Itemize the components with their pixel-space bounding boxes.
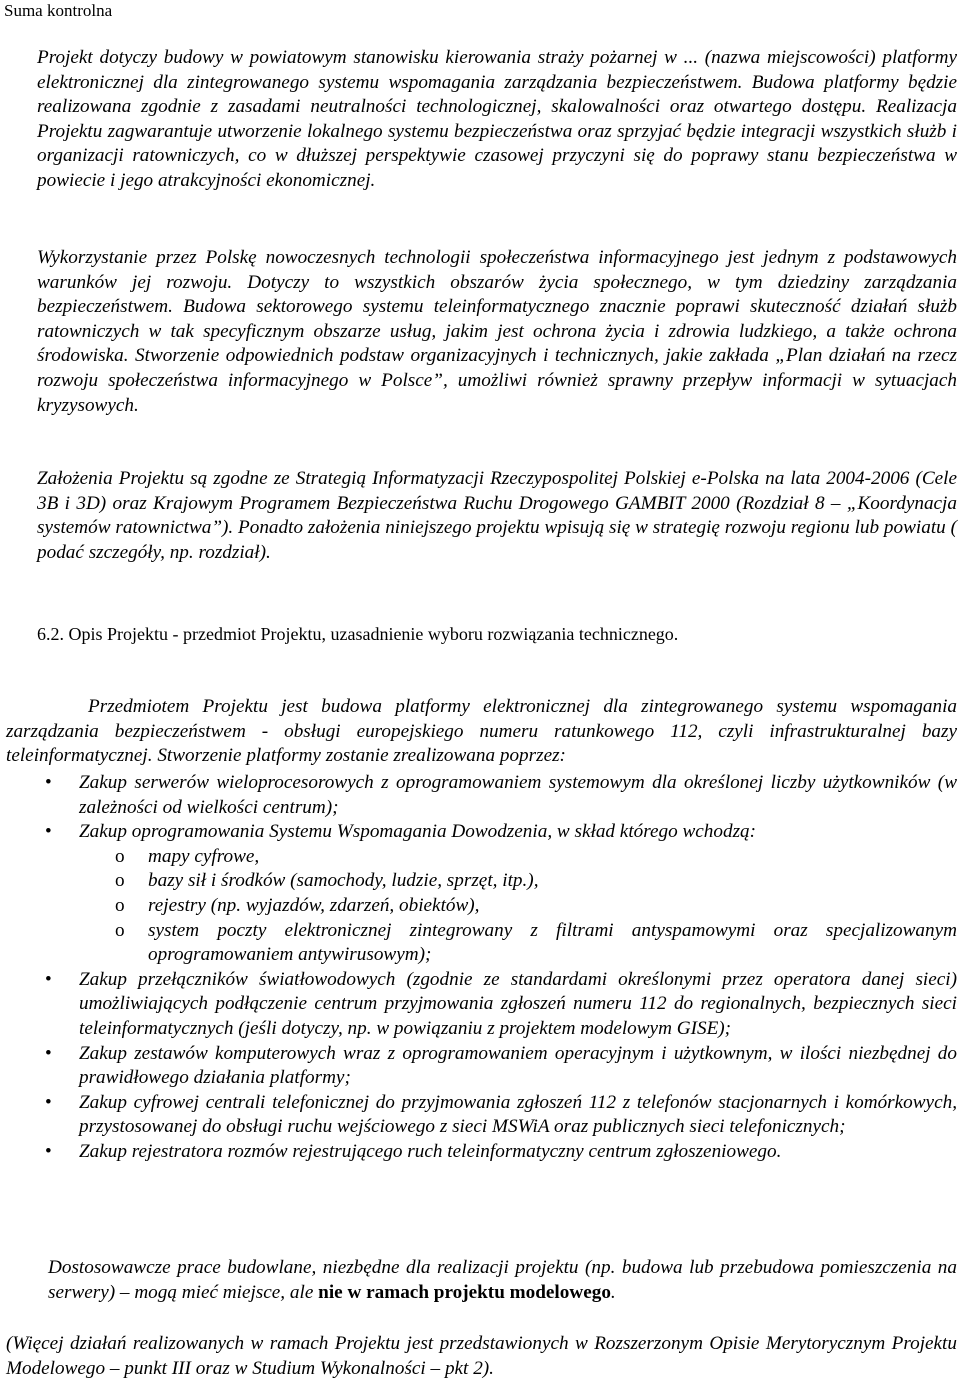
construction-works-end: . [610, 1281, 616, 1303]
list-item-text: Zakup serwerów wieloprocesorowych z oprogramowaniem systemowym dla określonej liczby użytkowników (w zależności od wielkości centrum); [79, 772, 957, 818]
list-item-text: Zakup cyfrowej centrali telefonicznej do przyjmowania zgłoszeń 112 z telefonów stacjonarnych i komórkowych, przystosowanej do obsługi ruchu wejściowego z sieci MSWiA oraz publicznych sieci telefonicznych; [79, 1091, 957, 1138]
list-item [0, 771, 957, 820]
list-item [0, 820, 957, 968]
paragraph-strategy-compliance: Założenia Projektu są zgodne ze Strategią Informatyzacji Rzeczypospolitej Polskiej e-Polska na lata 2004-2006 (Cele 3B i 3D) oraz Krajowym Programem Bezpieczeństwa Ruchu Drogowego GAMBIT 2000 (Rozdział 8 – „Koordynacja systemów ratownictwa”). Ponadto założenia niniejszego projektu wpisują się w strategię rozwoju regionu lub powiatu ( podać szczegóły, np. rozdział). [37, 468, 957, 563]
paragraph-project-summary: Projekt dotyczy budowy w powiatowym stanowisku kierowania straży pożarnej w ... (nazwa miejscowości) platformy elektronicznej dla zintegrowanego systemu wspomagania zarządzania bezpieczeństwem. Budowa platformy będzie realizowana zgodnie z zasadami neutralności technologicznej, skalowalności oraz otwartego dostępu. Realizacja Projektu zagwarantuje utworzenie lokalnego systemu bezpieczeństwa oraz sprzyjać będzie integracji wszystkich służb i organizacji ratowniczych, co w dłuższej perspektywie czasowej przyczyni się do poprawy stanu bezpieczeństwa w powiecie i jego atrakcyjności ekonomicznej. [37, 47, 957, 191]
list-item [0, 1091, 957, 1140]
sub-list-item-text: system poczty elektronicznej zintegrowany z filtrami antyspamowymi oraz specjalizowanym oprogramowaniem antywirusowym); [148, 919, 957, 966]
paragraph-construction-works [48, 1256, 957, 1305]
paragraph-technology-context: Wykorzystanie przez Polskę nowoczesnych technologii społeczeństwa informacyjnego jest jednym z podstawowych warunków jej rozwoju. Dotyczy to wszystkich obszarów życia społecznego, w tym dziedziny zarządzania bezpieczeństwem. Budowa sektorowego systemu teleinformatycznego znacznie poprawi skuteczność działań służb ratowniczych w tak specyficznym obszarze usług, jakim jest ochrona życia i zdrowia ludzkiego, a także ochrona środowiska. Stworzenie odpowiednich podstaw organizacyjnych i technicznych, jakie zakłada „Plan działań na rzecz rozwoju społeczeństwa informacyjnego w Polsce”, umożliwi również sprawny przepływ informacji w sytuacjach kryzysowych. [37, 247, 957, 416]
section-heading: 6.2. Opis Projektu - przedmiot Projektu, uzasadnienie wyboru rozwiązania technicznego. [37, 624, 679, 644]
list-item-text: Zakup zestawów komputerowych wraz z oprogramowaniem operacyjnym i użytkownym, w ilości niezbędnej do prawidłowego działania platformy; [79, 1042, 957, 1089]
sub-bullet-icon: o [115, 870, 125, 892]
bullet-icon: • [45, 1042, 52, 1064]
list-item-text: Zakup oprogramowania Systemu Wspomagania Dowodzenia, w skład którego wchodzą: [79, 821, 757, 843]
document-header: Suma kontrolna [4, 1, 113, 20]
sub-bullet-icon: o [115, 845, 125, 867]
sub-list-item [58, 869, 957, 894]
bullet-icon: • [45, 968, 52, 990]
emphasis-not-in-model-project: nie w ramach projektu modelowego [318, 1281, 611, 1303]
purchase-list [0, 771, 957, 1165]
list-item-text: Zakup rejestratora rozmów rejestrującego ruch teleinformatyczny centrum zgłoszeniowego. [79, 1140, 782, 1162]
construction-works-text: Dostosowawcze prace budowlane, niezbędne dla realizacji projektu (np. budowa lub przebudowa pomieszczenia na serwery) – mogą mieć miejsce, ale [48, 1257, 957, 1303]
paragraph-more-activities-note: (Więcej działań realizowanych w ramach Projektu jest przedstawionych w Rozszerzonym Opisie Merytorycznym Projektu Modelowego – punkt III oraz w Studium Wykonalności – pkt 2). [6, 1333, 957, 1379]
sub-list-item [58, 894, 957, 919]
sub-bullet-icon: o [115, 894, 125, 916]
list-item [0, 968, 957, 1042]
sub-bullet-icon: o [115, 919, 125, 941]
bullet-icon: • [45, 1091, 52, 1113]
bullet-icon: • [45, 772, 52, 793]
bullet-icon: • [45, 821, 52, 843]
list-item [0, 1140, 957, 1165]
sub-list-item [58, 845, 957, 870]
sub-list-item-text: rejestry (np. wyjazdów, zdarzeń, obiektów), [148, 894, 480, 916]
sub-list-item-text: mapy cyfrowe, [148, 845, 260, 867]
list-item-text: Zakup przełączników światłowodowych (zgodnie ze standardami określonymi przez operatora danej sieci) umożliwiających podłączenie centrum przyjmowania zgłoszeń numeru 112 do regionalnych, bezpiecznych sieci teleinformatycznych (jeśli dotyczy, np. w powiązaniu z projektem modelowym GISE); [79, 968, 957, 1039]
list-item [0, 1042, 957, 1091]
paragraph-project-subject: Przedmiotem Projektu jest budowa platformy elektronicznej dla zintegrowanego systemu wspomagania zarządzania bezpieczeństwem - obsługi europejskiego numeru ratunkowego 112, czyli infrastrukturalnej bazy teleinformatycznej. Stworzenie platformy zostanie zrealizowana poprzez: [6, 696, 957, 767]
bullet-icon: • [45, 1140, 52, 1162]
sub-list [79, 845, 957, 968]
sub-list-item-text: bazy sił i środków (samochody, ludzie, sprzęt, itp.), [148, 870, 539, 892]
sub-list-item [58, 919, 957, 968]
